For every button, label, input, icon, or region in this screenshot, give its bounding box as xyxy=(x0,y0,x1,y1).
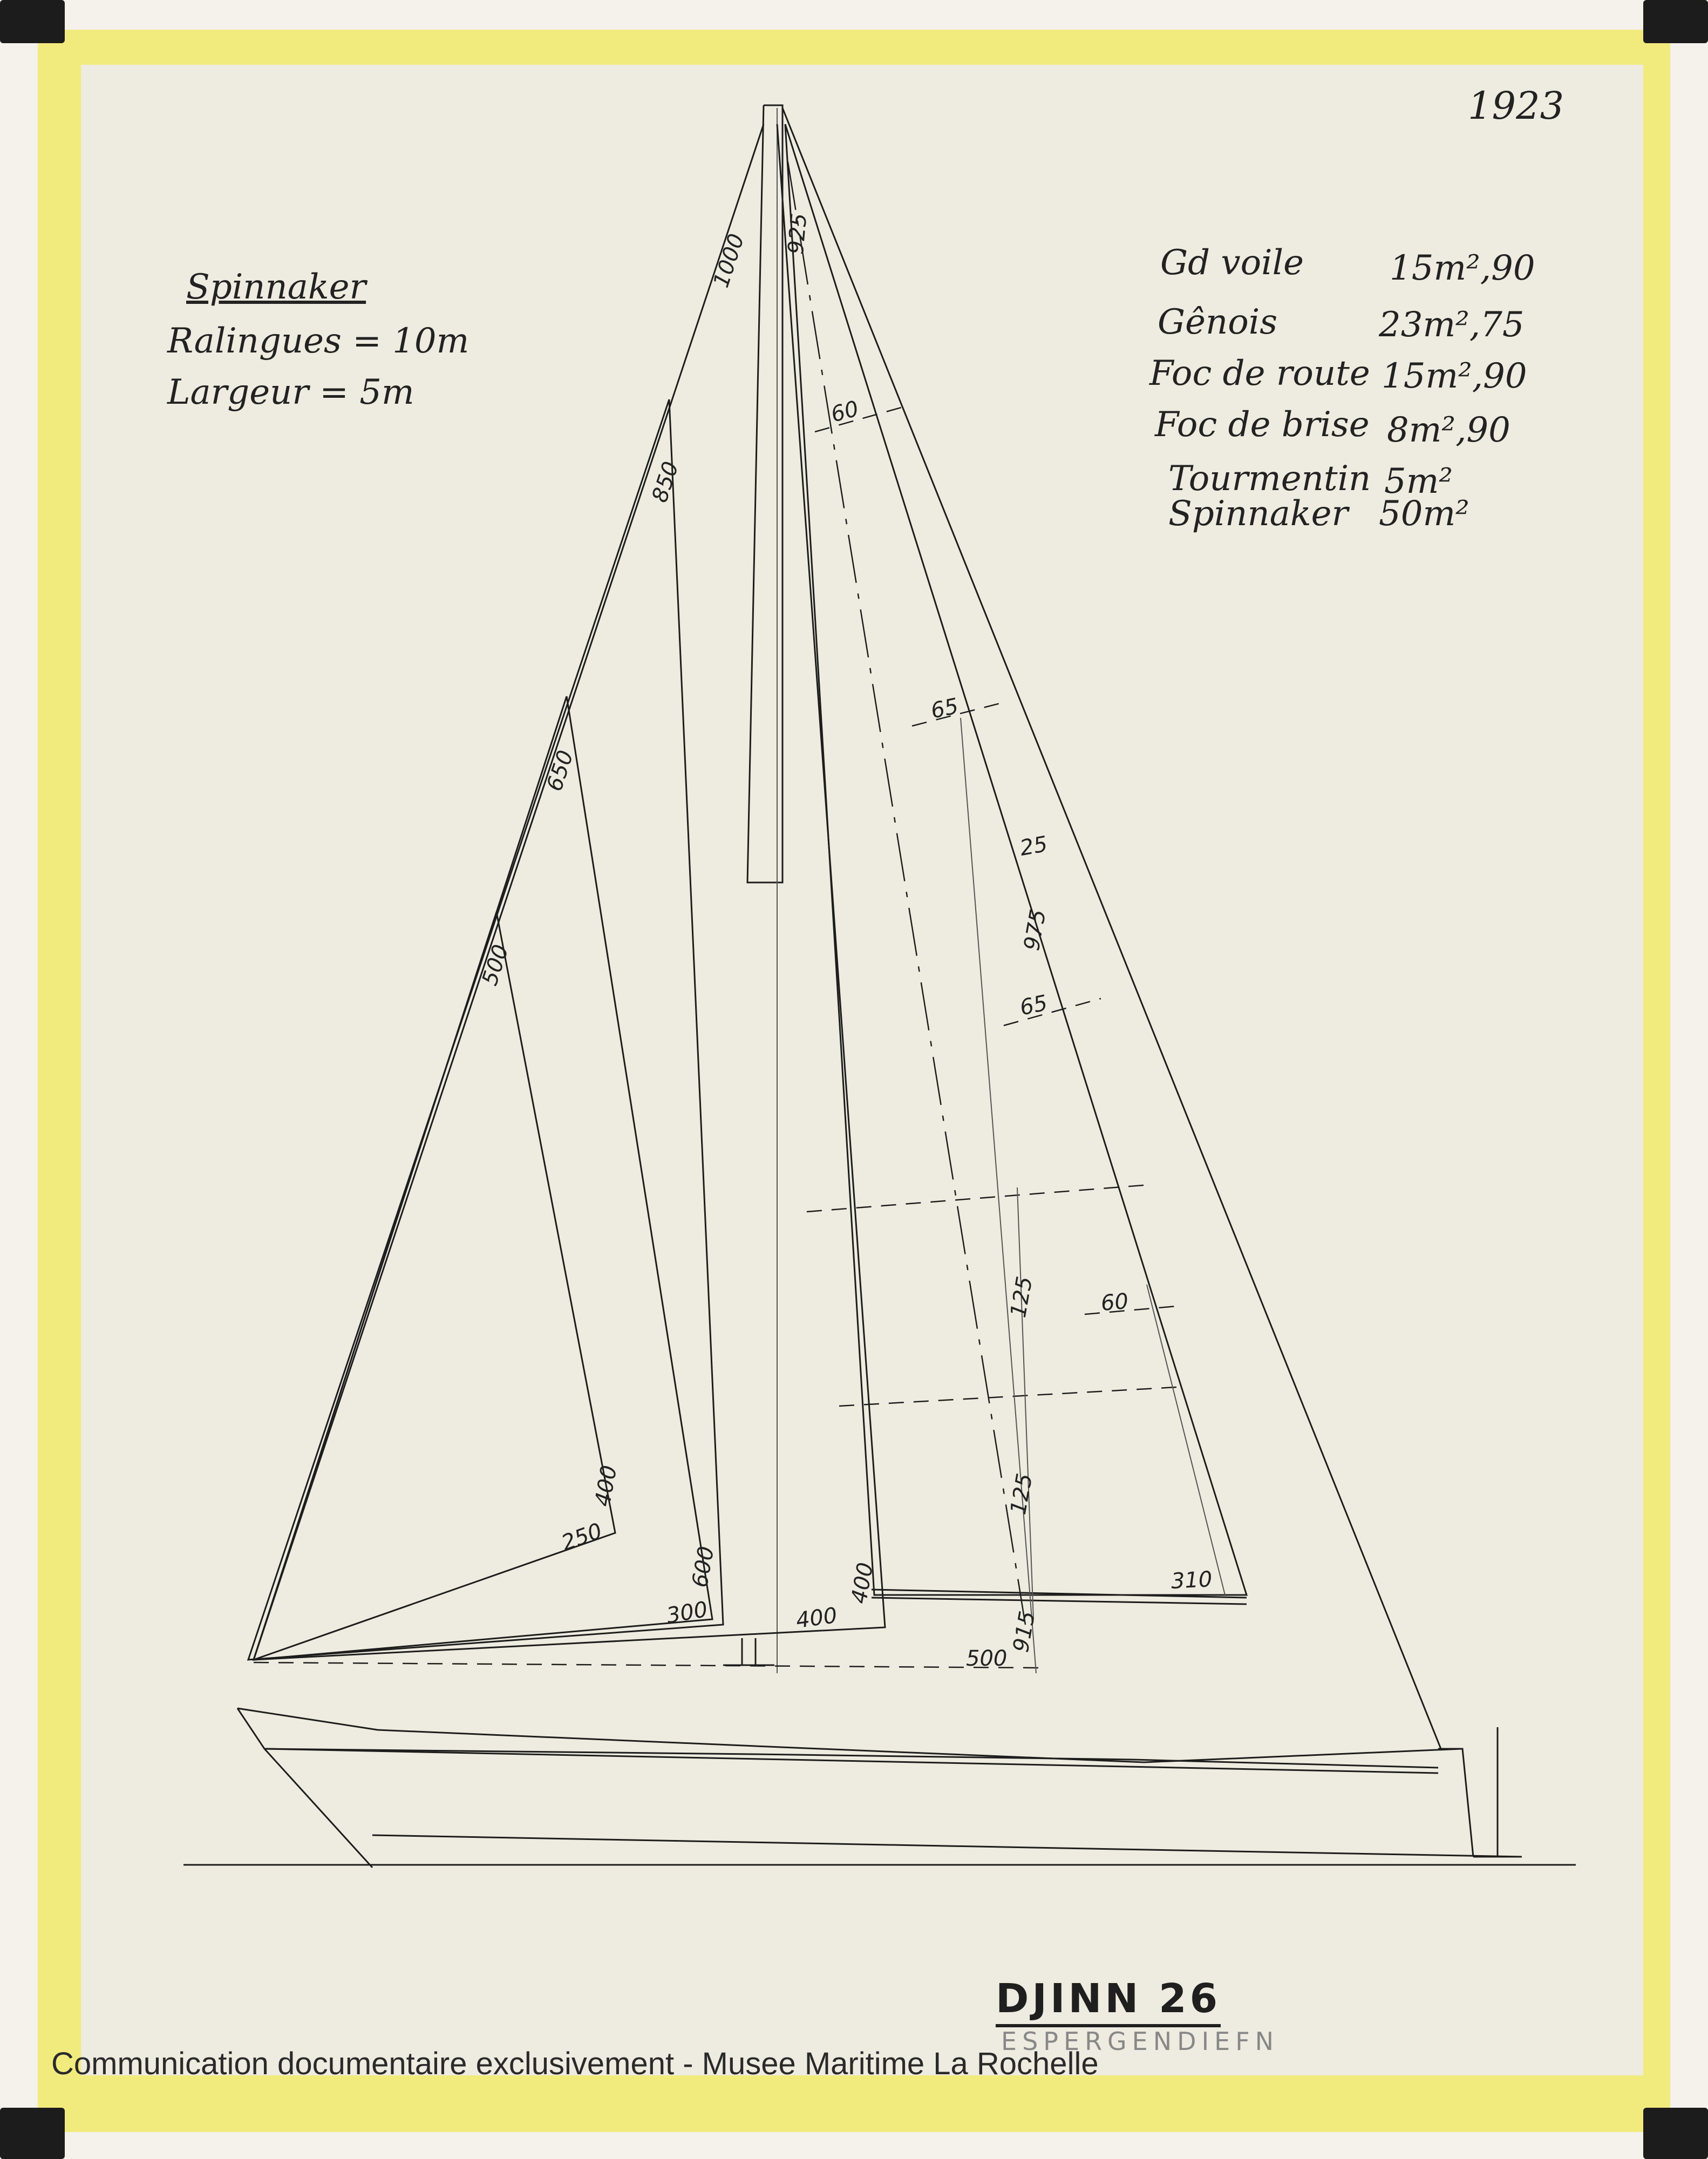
boom-lower xyxy=(872,1598,1247,1604)
dimension-300: 300 xyxy=(664,1597,710,1629)
boat-subtitle: ESPERGENDIEFN xyxy=(1001,2027,1280,2056)
boat-title: DJINN 26 xyxy=(996,1975,1221,2027)
dimension-310: 310 xyxy=(1170,1567,1213,1594)
sail-name-foc-de-brise: Foc de brise xyxy=(1155,405,1370,445)
hull-lower xyxy=(264,1749,1438,1773)
batten-lower xyxy=(839,1387,1176,1406)
foot-dash xyxy=(254,1662,1042,1668)
dimension-915: 915 xyxy=(1008,1609,1040,1654)
main-leech-dash xyxy=(788,162,1025,1625)
genoa-sail xyxy=(248,399,723,1660)
dimension-850: 850 xyxy=(647,458,684,506)
hull-deck xyxy=(237,1708,1462,1762)
dimension-25: 25 xyxy=(1018,831,1050,861)
dim-vertical xyxy=(961,718,1036,1673)
sail-name-grand-voile: Gd voile xyxy=(1160,243,1304,283)
hull-stern xyxy=(1438,1749,1473,1857)
dimension-60-top: 60 xyxy=(828,396,861,427)
dimension-1000: 1000 xyxy=(709,230,750,291)
dimension-400: 400 xyxy=(590,1463,622,1509)
dimension-65-lower: 65 xyxy=(1017,990,1050,1021)
sail-area-foc-de-brise: 8m²,90 xyxy=(1387,410,1510,450)
spinnaker-ralingues: Ralingues = 10m xyxy=(167,321,469,361)
sail-area-grand-voile: 15m²,90 xyxy=(1390,248,1535,288)
dimension-125-lower: 125 xyxy=(1005,1471,1038,1517)
batten-upper xyxy=(807,1185,1149,1212)
dimension-500b: 500 xyxy=(966,1646,1008,1671)
sail-area-foc-de-route: 15m²,90 xyxy=(1382,356,1527,396)
sail-area-spinnaker: 50m² xyxy=(1379,494,1469,534)
dimension-400b: 400 xyxy=(794,1603,839,1634)
keel-line xyxy=(372,1835,1522,1857)
storm-jib xyxy=(254,912,615,1660)
sail-name-genois: Gênois xyxy=(1158,302,1278,342)
hull-bow xyxy=(237,1708,372,1868)
year-mark: 1923 xyxy=(1468,84,1564,128)
dimension-250: 250 xyxy=(558,1518,605,1556)
dimension-400c: 400 xyxy=(846,1560,879,1606)
dimension-650: 650 xyxy=(542,747,579,795)
dimension-65-upper: 65 xyxy=(928,694,961,724)
dimension-975: 975 xyxy=(1019,907,1051,953)
sail-name-spinnaker: Spinnaker xyxy=(1168,494,1349,534)
dimension-125-upper: 125 xyxy=(1005,1274,1038,1320)
sail-area-tourmentin: 5m² xyxy=(1384,461,1453,501)
dimension-925: 925 xyxy=(783,212,812,256)
dimension-500: 500 xyxy=(477,941,514,989)
sail-area-genois: 23m²,75 xyxy=(1379,305,1525,345)
spinnaker-heading: Spinnaker xyxy=(186,267,366,307)
dim-line-60b xyxy=(1085,1306,1176,1314)
dim-line-65b xyxy=(1004,999,1101,1026)
sail-name-tourmentin: Tourmentin xyxy=(1168,459,1371,499)
dim-vertical-b xyxy=(1017,1187,1033,1619)
sail-name-foc-de-route: Foc de route xyxy=(1149,354,1370,393)
dim-diagonal xyxy=(1147,1285,1225,1595)
spinnaker-largeur: Largeur = 5m xyxy=(167,372,414,412)
dimension-600: 600 xyxy=(687,1544,719,1590)
mainsail xyxy=(785,124,1247,1595)
watermark-footer: Communication documentaire exclusivement - Musee Maritime La Rochelle xyxy=(51,2046,1099,2081)
working-jib xyxy=(254,696,712,1660)
dimension-60-bottom: 60 xyxy=(1100,1288,1129,1316)
